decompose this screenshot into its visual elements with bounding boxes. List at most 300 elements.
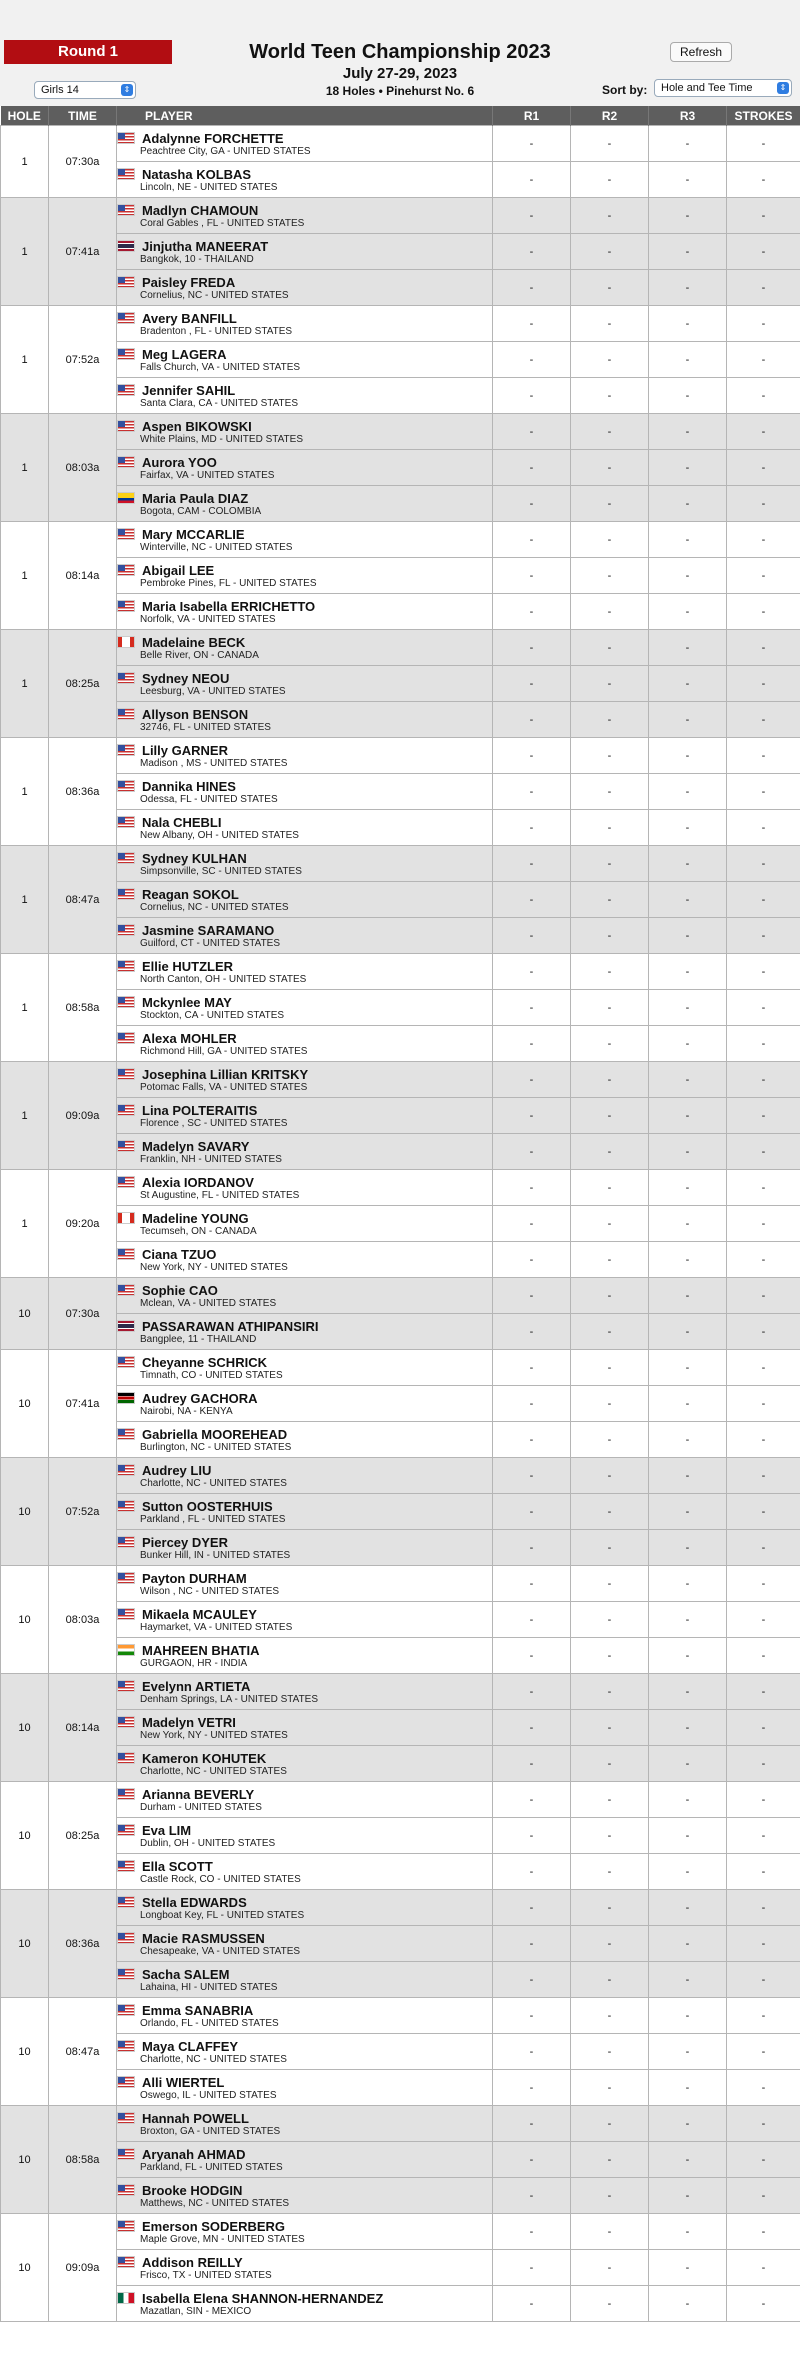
hole-cell: 10	[1, 1998, 49, 2106]
player-name[interactable]: Reagan SOKOL	[142, 886, 239, 902]
table-row[interactable]	[1, 990, 800, 1026]
player-name[interactable]: Meg LAGERA	[142, 346, 227, 362]
player-name[interactable]: PASSARAWAN ATHIPANSIRI	[142, 1318, 319, 1334]
r1-score-cell: -	[493, 1314, 571, 1350]
player-name[interactable]: Audrey LIU	[142, 1462, 212, 1478]
player-cell[interactable]	[117, 2286, 493, 2322]
tee-time-cell: 08:25a	[49, 630, 117, 738]
table-row[interactable]	[1, 1350, 800, 1386]
table-row[interactable]	[1, 1962, 800, 1998]
table-row[interactable]	[1, 342, 800, 378]
player-name[interactable]: Madeline YOUNG	[142, 1210, 249, 1226]
table-row[interactable]	[1, 630, 800, 666]
column-header-r2[interactable]: R2	[571, 106, 649, 126]
player-name[interactable]: Aspen BIKOWSKI	[142, 418, 252, 434]
player-cell[interactable]	[117, 2142, 493, 2178]
player-cell[interactable]	[117, 1314, 493, 1350]
r2-score-cell: -	[571, 1170, 649, 1206]
tee-time-cell: 08:14a	[49, 522, 117, 630]
player-cell[interactable]	[117, 630, 493, 666]
hole-cell: 1	[1, 414, 49, 522]
r2-score-cell: -	[571, 882, 649, 918]
r3-score-cell: -	[649, 918, 727, 954]
table-row[interactable]	[1, 1494, 800, 1530]
player-cell[interactable]	[117, 1386, 493, 1422]
player-name[interactable]: Gabriella MOOREHEAD	[142, 1426, 288, 1442]
player-name[interactable]: Maria Paula DIAZ	[142, 490, 249, 506]
player-name[interactable]: Emerson SODERBERG	[142, 2218, 286, 2234]
player-cell[interactable]	[117, 1494, 493, 1530]
player-name[interactable]: Addison REILLY	[142, 2254, 243, 2270]
r2-score-cell: -	[571, 990, 649, 1026]
player-location: Timnath, CO - UNITED STATES	[140, 1369, 283, 1381]
column-header-hole[interactable]: HOLE	[1, 106, 49, 126]
table-row[interactable]	[1, 738, 800, 774]
usa-flag-icon	[117, 816, 135, 828]
table-row[interactable]	[1, 450, 800, 486]
player-name[interactable]: Ciana TZUO	[142, 1246, 217, 1262]
sort-select-value: Hole and Tee Time	[661, 82, 753, 94]
table-row[interactable]	[1, 2142, 800, 2178]
table-row[interactable]	[1, 198, 800, 234]
table-row[interactable]	[1, 918, 800, 954]
usa-flag-icon	[117, 996, 135, 1008]
player-cell[interactable]	[117, 1674, 493, 1710]
player-cell[interactable]	[117, 1962, 493, 1998]
table-row[interactable]	[1, 2106, 800, 2142]
player-name[interactable]: Natasha KOLBAS	[142, 166, 252, 182]
player-name[interactable]: Madelyn SAVARY	[142, 1138, 250, 1154]
table-row[interactable]	[1, 1998, 800, 2034]
player-name[interactable]: Adalynne FORCHETTE	[142, 130, 284, 146]
table-row[interactable]	[1, 1926, 800, 1962]
strokes-score-cell: -	[727, 522, 800, 558]
strokes-score-cell: -	[727, 1242, 800, 1278]
player-cell[interactable]	[117, 2106, 493, 2142]
strokes-score-cell: -	[727, 198, 800, 234]
player-cell[interactable]	[117, 1206, 493, 1242]
r2-score-cell: -	[571, 2106, 649, 2142]
player-name[interactable]: Jinjutha MANEERAT	[142, 238, 269, 254]
player-name[interactable]: Nala CHEBLI	[142, 814, 222, 830]
player-name[interactable]: Mckynlee MAY	[142, 994, 232, 1010]
player-cell[interactable]	[117, 558, 493, 594]
hole-cell: 10	[1, 2214, 49, 2322]
table-row[interactable]	[1, 882, 800, 918]
player-cell[interactable]	[117, 1638, 493, 1674]
player-cell[interactable]	[117, 846, 493, 882]
r1-score-cell: -	[493, 1854, 571, 1890]
player-cell[interactable]	[117, 1026, 493, 1062]
column-header-player[interactable]: PLAYER	[117, 106, 493, 126]
strokes-score-cell: -	[727, 306, 800, 342]
table-row[interactable]	[1, 1314, 800, 1350]
r1-score-cell: -	[493, 1782, 571, 1818]
r3-score-cell: -	[649, 810, 727, 846]
table-row[interactable]	[1, 1530, 800, 1566]
r2-score-cell: -	[571, 162, 649, 198]
player-cell[interactable]	[117, 702, 493, 738]
table-row[interactable]	[1, 414, 800, 450]
player-name[interactable]: Aurora YOO	[142, 454, 217, 470]
table-row[interactable]	[1, 2034, 800, 2070]
table-row[interactable]	[1, 1134, 800, 1170]
player-cell[interactable]	[117, 342, 493, 378]
table-row[interactable]	[1, 2250, 800, 2286]
player-name[interactable]: Cheyanne SCHRICK	[142, 1354, 267, 1370]
player-cell[interactable]	[117, 486, 493, 522]
player-name[interactable]: Madlyn CHAMOUN	[142, 202, 259, 218]
player-cell[interactable]	[117, 234, 493, 270]
player-cell[interactable]	[117, 2250, 493, 2286]
table-row[interactable]	[1, 666, 800, 702]
table-row[interactable]	[1, 1026, 800, 1062]
player-name[interactable]: Arianna BEVERLY	[142, 1786, 255, 1802]
r1-score-cell: -	[493, 666, 571, 702]
strokes-score-cell: -	[727, 1782, 800, 1818]
r1-score-cell: -	[493, 1350, 571, 1386]
usa-flag-icon	[117, 1896, 135, 1908]
player-cell[interactable]	[117, 1134, 493, 1170]
player-cell[interactable]	[117, 594, 493, 630]
player-name[interactable]: Audrey GACHORA	[142, 1390, 258, 1406]
player-name[interactable]: Josephina Lillian KRITSKY	[142, 1066, 309, 1082]
player-name[interactable]: Sydney NEOU	[142, 670, 230, 686]
table-header-row	[1, 106, 800, 126]
r3-score-cell: -	[649, 1350, 727, 1386]
table-row[interactable]	[1, 1098, 800, 1134]
table-row[interactable]	[1, 1206, 800, 1242]
r3-score-cell: -	[649, 702, 727, 738]
r1-score-cell: -	[493, 774, 571, 810]
r3-score-cell: -	[649, 306, 727, 342]
player-cell[interactable]	[117, 738, 493, 774]
player-name[interactable]: Aryanah AHMAD	[142, 2146, 246, 2162]
player-cell[interactable]	[117, 450, 493, 486]
player-name[interactable]: Abigail LEE	[142, 562, 215, 578]
player-location: Matthews, NC - UNITED STATES	[140, 2197, 290, 2209]
r1-score-cell: -	[493, 2178, 571, 2214]
r1-score-cell: -	[493, 126, 571, 162]
table-row[interactable]	[1, 1854, 800, 1890]
strokes-score-cell: -	[727, 486, 800, 522]
player-cell[interactable]	[117, 1458, 493, 1494]
usa-flag-icon	[117, 276, 135, 288]
usa-flag-icon	[117, 2076, 135, 2088]
player-name[interactable]: Kameron KOHUTEK	[142, 1750, 267, 1766]
player-location: Wilson , NC - UNITED STATES	[140, 1585, 280, 1597]
r2-score-cell: -	[571, 198, 649, 234]
table-row[interactable]	[1, 954, 800, 990]
player-cell[interactable]	[117, 1278, 493, 1314]
player-cell[interactable]	[117, 1602, 493, 1638]
usa-flag-icon	[117, 672, 135, 684]
player-location: Tecumseh, ON - CANADA	[140, 1225, 257, 1237]
player-name[interactable]: MAHREEN BHATIA	[142, 1642, 260, 1658]
player-name[interactable]: Madelyn VETRI	[142, 1714, 236, 1730]
player-name[interactable]: Avery BANFILL	[142, 310, 237, 326]
player-name[interactable]: Paisley FREDA	[142, 274, 236, 290]
player-name[interactable]: Allyson BENSON	[142, 706, 249, 722]
player-name[interactable]: Emma SANABRIA	[142, 2002, 254, 2018]
usa-flag-icon	[117, 1788, 135, 1800]
table-row[interactable]	[1, 1638, 800, 1674]
r1-score-cell: -	[493, 918, 571, 954]
player-name[interactable]: Sophie CAO	[142, 1282, 218, 1298]
player-location: Parkland , FL - UNITED STATES	[140, 1513, 286, 1525]
usa-flag-icon	[117, 1932, 135, 1944]
r2-score-cell: -	[571, 486, 649, 522]
player-cell[interactable]	[117, 378, 493, 414]
r2-score-cell: -	[571, 1854, 649, 1890]
r2-score-cell: -	[571, 126, 649, 162]
table-row[interactable]	[1, 378, 800, 414]
player-location: Stockton, CA - UNITED STATES	[140, 1009, 285, 1021]
strokes-score-cell: -	[727, 2070, 800, 2106]
player-name[interactable]: Eva LIM	[142, 1822, 192, 1838]
player-name[interactable]: Mary MCCARLIE	[142, 526, 245, 542]
table-row[interactable]	[1, 2070, 800, 2106]
player-location: Peachtree City, GA - UNITED STATES	[140, 145, 311, 157]
table-row[interactable]	[1, 2214, 800, 2250]
table-row[interactable]	[1, 306, 800, 342]
table-row[interactable]	[1, 486, 800, 522]
player-location: St Augustine, FL - UNITED STATES	[140, 1189, 300, 1201]
r3-score-cell: -	[649, 1494, 727, 1530]
r3-score-cell: -	[649, 1134, 727, 1170]
player-cell[interactable]	[117, 666, 493, 702]
table-row[interactable]	[1, 522, 800, 558]
table-row[interactable]	[1, 1278, 800, 1314]
table-row[interactable]	[1, 558, 800, 594]
player-cell[interactable]	[117, 162, 493, 198]
round-label[interactable]: Round 1	[4, 40, 172, 64]
table-row[interactable]	[1, 1458, 800, 1494]
table-row[interactable]	[1, 702, 800, 738]
player-cell[interactable]	[117, 198, 493, 234]
r3-score-cell: -	[649, 1854, 727, 1890]
player-cell[interactable]	[117, 2178, 493, 2214]
player-name[interactable]: Hannah POWELL	[142, 2110, 249, 2126]
r2-score-cell: -	[571, 918, 649, 954]
player-cell[interactable]	[117, 882, 493, 918]
player-name[interactable]: Macie RASMUSSEN	[142, 1930, 265, 1946]
usa-flag-icon	[117, 924, 135, 936]
player-cell[interactable]	[117, 810, 493, 846]
table-row[interactable]	[1, 846, 800, 882]
hole-cell: 10	[1, 1350, 49, 1458]
player-name[interactable]: Sydney KULHAN	[142, 850, 247, 866]
r3-score-cell: -	[649, 738, 727, 774]
player-name[interactable]: Stella EDWARDS	[142, 1894, 247, 1910]
player-name[interactable]: Jasmine SARAMANO	[142, 922, 275, 938]
player-cell[interactable]	[117, 1890, 493, 1926]
column-header-r1[interactable]: R1	[493, 106, 571, 126]
r1-score-cell: -	[493, 198, 571, 234]
usa-flag-icon	[117, 456, 135, 468]
r3-score-cell: -	[649, 342, 727, 378]
player-location: Potomac Falls, VA - UNITED STATES	[140, 1081, 308, 1093]
player-cell[interactable]	[117, 1422, 493, 1458]
table-row[interactable]	[1, 1062, 800, 1098]
r1-score-cell: -	[493, 594, 571, 630]
player-cell[interactable]	[117, 2034, 493, 2070]
player-name[interactable]: Lilly GARNER	[142, 742, 228, 758]
r1-score-cell: -	[493, 270, 571, 306]
player-name[interactable]: Dannika HINES	[142, 778, 236, 794]
player-name[interactable]: Maria Isabella ERRICHETTO	[142, 598, 316, 614]
player-cell[interactable]	[117, 774, 493, 810]
column-header-r3[interactable]: R3	[649, 106, 727, 126]
column-header-time[interactable]: TIME	[49, 106, 117, 126]
player-cell[interactable]	[117, 1854, 493, 1890]
player-cell[interactable]	[117, 306, 493, 342]
table-row[interactable]	[1, 234, 800, 270]
player-name[interactable]: Jennifer SAHIL	[142, 382, 236, 398]
player-cell[interactable]	[117, 522, 493, 558]
table-row[interactable]	[1, 1818, 800, 1854]
strokes-score-cell: -	[727, 918, 800, 954]
hole-cell: 10	[1, 1566, 49, 1674]
r2-score-cell: -	[571, 522, 649, 558]
player-name[interactable]: Mikaela MCAULEY	[142, 1606, 257, 1622]
table-row[interactable]	[1, 1386, 800, 1422]
player-name[interactable]: Ellie HUTZLER	[142, 958, 234, 974]
table-row[interactable]	[1, 2178, 800, 2214]
player-name[interactable]: Payton DURHAM	[142, 1570, 247, 1586]
player-name[interactable]: Ella SCOTT	[142, 1858, 213, 1874]
tha-flag-icon	[117, 240, 135, 252]
player-name[interactable]: Madelaine BECK	[142, 634, 246, 650]
can-flag-icon	[117, 1212, 135, 1224]
player-location: Haymarket, VA - UNITED STATES	[140, 1621, 293, 1633]
player-cell[interactable]	[117, 1998, 493, 2034]
table-row[interactable]	[1, 270, 800, 306]
hole-cell: 10	[1, 1278, 49, 1350]
player-name[interactable]: Evelynn ARTIETA	[142, 1678, 251, 1694]
r2-score-cell: -	[571, 378, 649, 414]
player-name[interactable]: Lina POLTERAITIS	[142, 1102, 258, 1118]
table-row[interactable]	[1, 1602, 800, 1638]
r1-score-cell: -	[493, 2034, 571, 2070]
strokes-score-cell: -	[727, 1998, 800, 2034]
usa-flag-icon	[117, 2220, 135, 2232]
strokes-score-cell: -	[727, 1314, 800, 1350]
player-cell[interactable]	[117, 918, 493, 954]
usa-flag-icon	[117, 420, 135, 432]
player-name[interactable]: Sutton OOSTERHUIS	[142, 1498, 273, 1514]
player-cell[interactable]	[117, 1530, 493, 1566]
table-row[interactable]	[1, 1746, 800, 1782]
sort-select[interactable]	[654, 79, 792, 97]
usa-flag-icon	[117, 1968, 135, 1980]
r2-score-cell: -	[571, 1998, 649, 2034]
player-cell[interactable]	[117, 414, 493, 450]
player-cell[interactable]	[117, 1818, 493, 1854]
hole-cell: 1	[1, 954, 49, 1062]
player-cell[interactable]	[117, 954, 493, 990]
player-location: Fairfax, VA - UNITED STATES	[140, 469, 275, 481]
player-name[interactable]: Brooke HODGIN	[142, 2182, 243, 2198]
refresh-button[interactable]: Refresh	[670, 42, 732, 62]
player-cell[interactable]	[117, 1566, 493, 1602]
division-select[interactable]	[34, 81, 136, 99]
usa-flag-icon	[117, 888, 135, 900]
r1-score-cell: -	[493, 1242, 571, 1278]
player-name[interactable]: Maya CLAFFEY	[142, 2038, 239, 2054]
table-row[interactable]	[1, 774, 800, 810]
player-location: Bogota, CAM - COLOMBIA	[140, 505, 262, 517]
strokes-score-cell: -	[727, 1818, 800, 1854]
player-name[interactable]: Sacha SALEM	[142, 1966, 230, 1982]
player-cell[interactable]	[117, 990, 493, 1026]
player-name[interactable]: Alexia IORDANOV	[142, 1174, 254, 1190]
r1-score-cell: -	[493, 846, 571, 882]
player-cell[interactable]	[117, 1062, 493, 1098]
r3-score-cell: -	[649, 2178, 727, 2214]
r1-score-cell: -	[493, 1998, 571, 2034]
player-cell[interactable]	[117, 2214, 493, 2250]
r3-score-cell: -	[649, 1278, 727, 1314]
tee-time-cell: 07:52a	[49, 1458, 117, 1566]
table-row[interactable]	[1, 1422, 800, 1458]
player-name[interactable]: Isabella Elena SHANNON-HERNANDEZ	[142, 2290, 384, 2306]
table-row[interactable]	[1, 594, 800, 630]
table-row[interactable]	[1, 1782, 800, 1818]
r3-score-cell: -	[649, 2286, 727, 2322]
r2-score-cell: -	[571, 1674, 649, 1710]
table-row[interactable]	[1, 1674, 800, 1710]
strokes-score-cell: -	[727, 1422, 800, 1458]
player-name[interactable]: Alexa MOHLER	[142, 1030, 237, 1046]
table-row[interactable]	[1, 1710, 800, 1746]
r1-score-cell: -	[493, 234, 571, 270]
player-cell[interactable]	[117, 126, 493, 162]
player-location: Madison , MS - UNITED STATES	[140, 757, 288, 769]
r2-score-cell: -	[571, 1818, 649, 1854]
table-row[interactable]	[1, 162, 800, 198]
player-cell[interactable]	[117, 1170, 493, 1206]
player-cell[interactable]	[117, 270, 493, 306]
player-cell[interactable]	[117, 1710, 493, 1746]
player-cell[interactable]	[117, 1242, 493, 1278]
table-row[interactable]	[1, 1242, 800, 1278]
usa-flag-icon	[117, 960, 135, 972]
table-row[interactable]	[1, 1170, 800, 1206]
strokes-score-cell: -	[727, 2106, 800, 2142]
player-location: Guilford, CT - UNITED STATES	[140, 937, 281, 949]
player-location: Norfolk, VA - UNITED STATES	[140, 613, 276, 625]
r3-score-cell: -	[649, 1242, 727, 1278]
player-name[interactable]: Piercey DYER	[142, 1534, 228, 1550]
table-row[interactable]	[1, 1566, 800, 1602]
player-name[interactable]: Alli WIERTEL	[142, 2074, 225, 2090]
column-header-strokes[interactable]: STROKES	[727, 106, 800, 126]
table-row[interactable]	[1, 2286, 800, 2322]
player-cell[interactable]	[117, 1746, 493, 1782]
table-row[interactable]	[1, 1890, 800, 1926]
player-cell[interactable]	[117, 1926, 493, 1962]
tee-time-cell: 07:52a	[49, 306, 117, 414]
strokes-score-cell: -	[727, 1602, 800, 1638]
table-row[interactable]	[1, 810, 800, 846]
player-cell[interactable]	[117, 1782, 493, 1818]
player-cell[interactable]	[117, 1350, 493, 1386]
player-cell[interactable]	[117, 1098, 493, 1134]
r2-score-cell: -	[571, 450, 649, 486]
player-cell[interactable]	[117, 2070, 493, 2106]
table-row[interactable]	[1, 126, 800, 162]
